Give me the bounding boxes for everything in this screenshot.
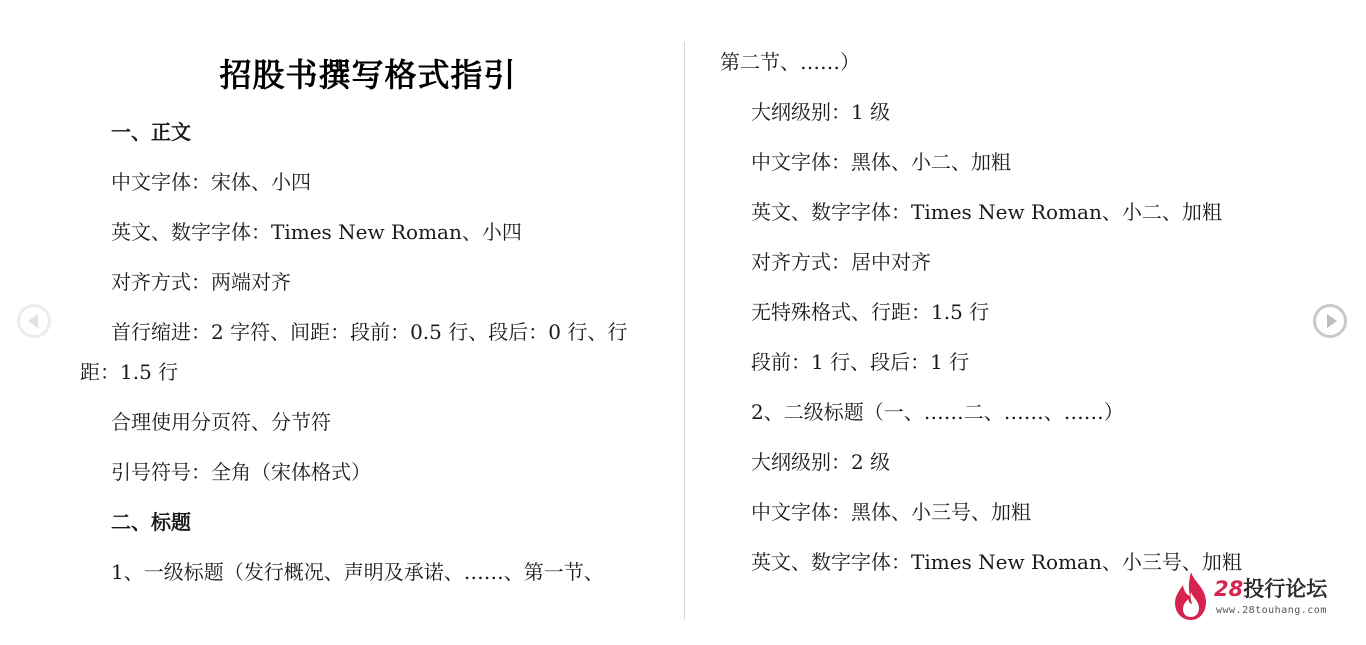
right-page (720, 0, 1280, 645)
page-divider (684, 42, 685, 620)
watermark-logo (1170, 570, 1350, 626)
arrow-left-icon (28, 314, 38, 328)
paragraph-line: 大纲级别：1 级 (751, 100, 891, 124)
watermark-brand-text: 投行论坛 (1243, 577, 1328, 601)
watermark-brand-number: 28 (1214, 577, 1244, 601)
paragraph-line: 引号符号：全角（宋体格式） (111, 460, 371, 484)
flame-icon (1170, 570, 1212, 622)
paragraph-line: 对齐方式：两端对齐 (111, 270, 291, 294)
left-page (80, 0, 680, 645)
watermark-brand (1214, 576, 1327, 602)
paragraph-line: 英文、数字字体：Times New Roman、小二、加粗 (751, 200, 1222, 224)
paragraph-line: 段前：1 行、段后：1 行 (751, 350, 970, 374)
document-title: 招股书撰写格式指引 (219, 56, 517, 94)
paragraph-line: 首行缩进：2 字符、间距：段前：0.5 行、段后：0 行、行 (111, 320, 628, 344)
previous-page-button[interactable] (17, 304, 51, 338)
paragraph-line: 英文、数字字体：Times New Roman、小四 (111, 220, 522, 244)
paragraph-line: 1、一级标题（发行概况、声明及承诺、……、第一节、 (111, 560, 604, 584)
watermark-url: www.28touhang.com (1216, 605, 1327, 616)
paragraph-line: 中文字体：黑体、小三号、加粗 (751, 500, 1031, 524)
paragraph-line: 对齐方式：居中对齐 (751, 250, 931, 274)
next-page-button[interactable] (1313, 304, 1347, 338)
paragraph-line: 中文字体：宋体、小四 (111, 170, 311, 194)
section-heading-body: 一、正文 (111, 120, 191, 144)
paragraph-line-continuation: 第二节、……） (720, 50, 860, 74)
section-heading-titles: 二、标题 (111, 510, 191, 534)
paragraph-line: 大纲级别：2 级 (751, 450, 891, 474)
paragraph-line: 英文、数字字体：Times New Roman、小三号、加粗 (751, 550, 1242, 574)
arrow-right-icon (1327, 314, 1337, 328)
paragraph-line-continuation: 距：1.5 行 (80, 360, 179, 384)
paragraph-line: 2、二级标题（一、……二、……、……） (751, 400, 1124, 424)
paragraph-line: 合理使用分页符、分节符 (111, 410, 331, 434)
paragraph-line: 中文字体：黑体、小二、加粗 (751, 150, 1011, 174)
paragraph-line: 无特殊格式、行距：1.5 行 (751, 300, 990, 324)
